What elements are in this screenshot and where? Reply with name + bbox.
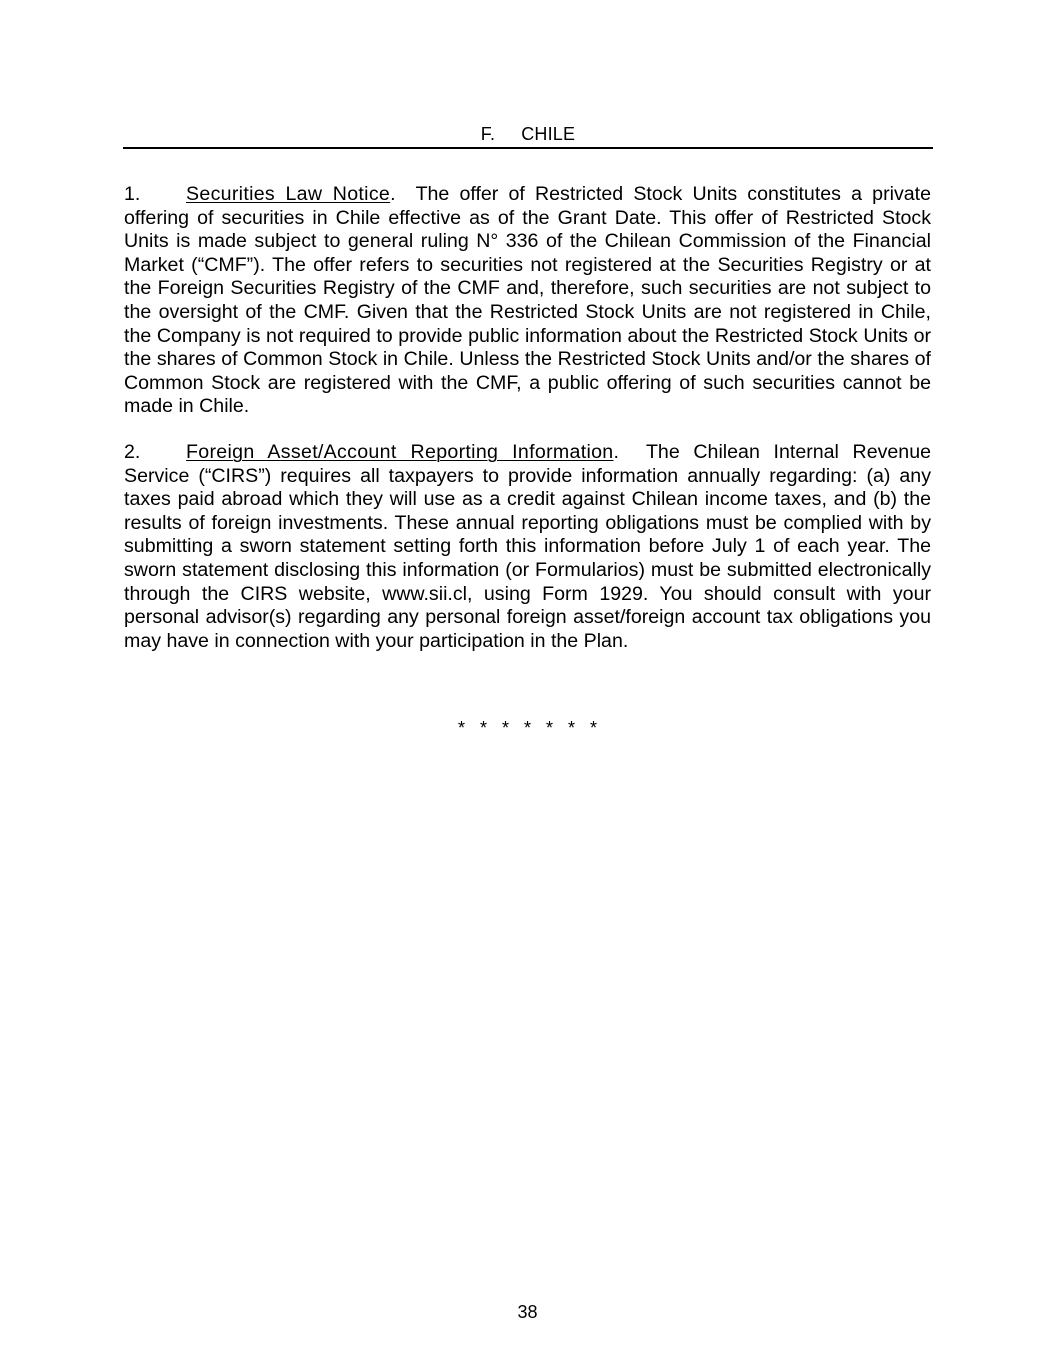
section-end-separator: * * * * * * *: [457, 718, 598, 738]
paragraph-title: Securities Law Notice: [186, 183, 391, 205]
paragraph-foreign-asset-reporting: [124, 441, 931, 653]
paragraph-number: 2.: [124, 441, 141, 463]
section-title: CHILE: [521, 124, 576, 144]
section-heading: [123, 124, 933, 145]
paragraph-title: Foreign Asset/Account Reporting Information: [186, 441, 614, 463]
page-number: 38: [517, 1302, 538, 1322]
paragraph-securities-law-notice: [124, 183, 931, 419]
paragraph-number: 1.: [124, 183, 141, 205]
paragraph-body: The Chilean Internal Revenue Service (“CIRS”) requires all taxpayers to provide information annually regarding: (a) any taxes paid abroad which they will use as a credit against Chilean income taxes, and (b) the results of foreign investments. These annual reporting obligations must be complied with by submitting a sworn statement setting forth this information before July 1 of each year. The sworn statement disclosing this information (or Formularios) must be submitted electronically through the CIRS website, www.sii.cl, using Form 1929. You should consult with your personal advisor(s) regarding any personal foreign asset/foreign account tax obligations you may have in connection with your participation in the Plan.: [124, 441, 931, 652]
paragraph-title-suffix: .: [390, 183, 396, 205]
paragraph-body: The offer of Restricted Stock Units constitutes a private offering of securities in Chile effective as of the Grant Date. This offer of Restricted Stock Units is made subject to general ruling N° 336 of the Chilean Commission of the Financial Market (“CMF”). The offer refers to securities not registered at the Securities Registry or at the Foreign Securities Registry of the CMF and, therefore, such securities are not subject to the oversight of the CMF. Given that the Restricted Stock Units are not registered in Chile, the Company is not required to provide public information about the Restricted Stock Units or the shares of Common Stock in Chile. Unless the Restricted Stock Units and/or the shares of Common Stock are registered with the CMF, a public offering of such securities cannot be made in Chile.: [124, 183, 931, 418]
heading-divider: [123, 147, 933, 149]
section-letter: F.: [480, 124, 496, 144]
paragraph-title-suffix: .: [613, 441, 619, 463]
